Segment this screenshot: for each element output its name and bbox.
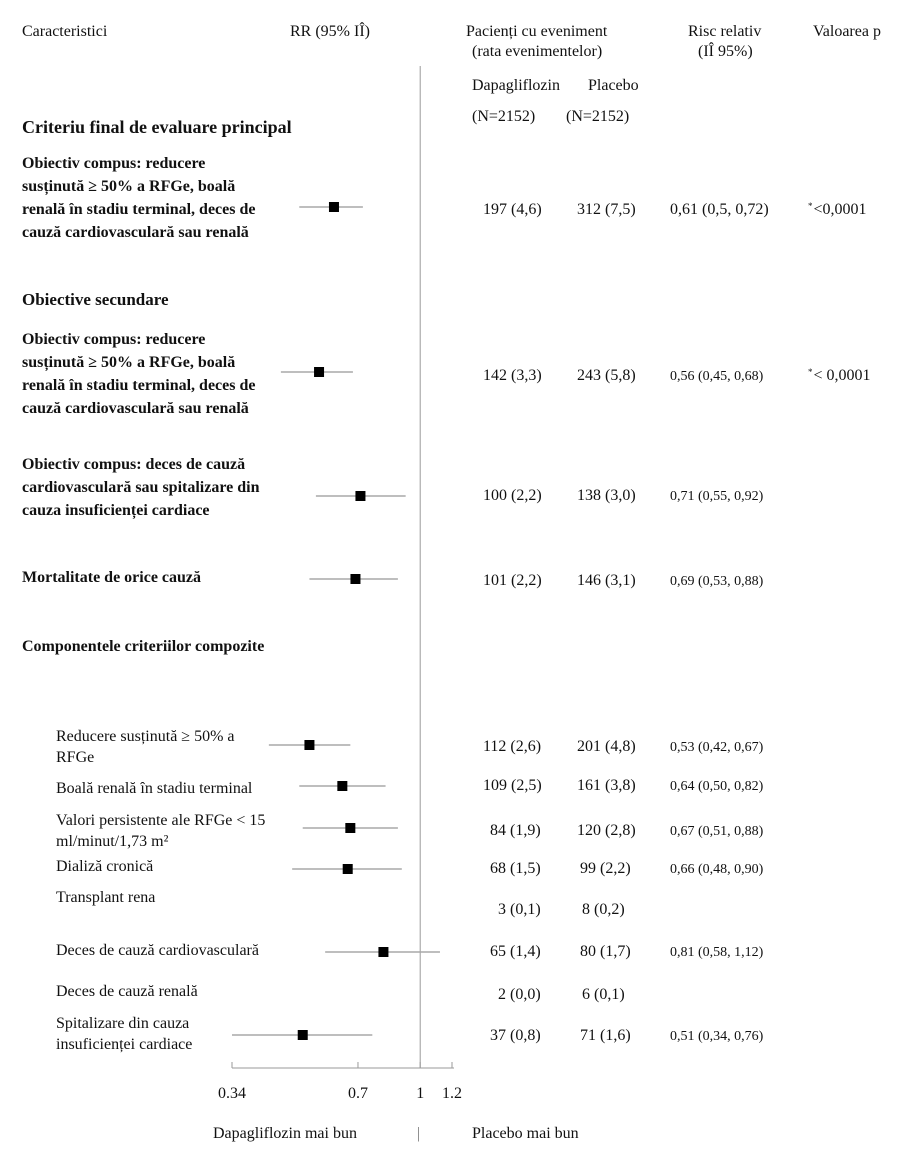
header-group-placebo: Placebo: [588, 77, 639, 94]
header-patients-line1: Pacienți cu eveniment: [466, 23, 608, 40]
placebo-count: 201 (4,8): [577, 738, 636, 755]
header-risk-line1: Risc relativ: [688, 23, 762, 40]
row-label-all-cause-mortality: Mortalitate de orice cauză: [22, 569, 202, 586]
placebo-count: 80 (1,7): [580, 943, 631, 960]
section-secondary: Obiective secundare: [22, 290, 169, 309]
header-risk-line2: (IÎ 95%): [698, 43, 753, 60]
placebo-count: 312 (7,5): [577, 201, 636, 218]
placebo-count: 99 (2,2): [580, 860, 631, 877]
row-label-egfr-decline: Reducere susținută ≥ 50% a RFGe: [56, 728, 235, 766]
row-label-eskd: Boală renală în stadiu terminal: [56, 780, 253, 797]
row-label-renal-death: Deces de cauză renală: [56, 983, 198, 1000]
placebo-count: 243 (5,8): [577, 367, 636, 384]
point-estimate-marker: [298, 1030, 308, 1040]
rr-value: 0,56 (0,45, 0,68): [670, 369, 764, 384]
row-label-secondary-composite: Obiectiv compus: reducere susținută ≥ 50% a RFGe, boală renală în stadiu terminal, deces de cauză cardiovasculară sau renală: [22, 331, 256, 417]
p-value: *<0,0001: [808, 201, 867, 218]
asterisk-marker: *: [808, 367, 813, 377]
placebo-count: 138 (3,0): [577, 487, 636, 504]
rr-value: 0,53 (0,42, 0,67): [670, 740, 764, 755]
dapa-count: 112 (2,6): [483, 738, 542, 755]
dapa-count: 84 (1,9): [490, 822, 541, 839]
dapa-count: 109 (2,5): [483, 777, 542, 794]
rr-value: 0,51 (0,34, 0,76): [670, 1029, 764, 1044]
dapa-count: 2 (0,0): [498, 986, 541, 1003]
footer-dapagliflozin-better: Dapagliflozin mai bun: [213, 1125, 357, 1142]
rr-value: 0,64 (0,50, 0,82): [670, 779, 764, 794]
dapa-count: 37 (0,8): [490, 1027, 541, 1044]
header-pvalue: Valoarea p: [813, 23, 881, 40]
point-estimate-marker: [355, 491, 365, 501]
x-tick-label: 1.2: [442, 1085, 462, 1102]
point-estimate-marker: [345, 823, 355, 833]
footer-separator: |: [417, 1125, 421, 1142]
point-estimate-marker: [329, 202, 339, 212]
rr-value: 0,69 (0,53, 0,88): [670, 574, 764, 589]
rr-value: 0,81 (0,58, 1,12): [670, 945, 764, 960]
dapa-count: 65 (1,4): [490, 943, 541, 960]
rr-value: 0,61 (0,5, 0,72): [670, 201, 769, 218]
point-estimate-marker: [343, 864, 353, 874]
placebo-count: 71 (1,6): [580, 1027, 631, 1044]
placebo-count: 6 (0,1): [582, 986, 625, 1003]
dapa-count: 100 (2,2): [483, 487, 542, 504]
point-estimate-marker: [378, 947, 388, 957]
dapa-count: 197 (4,6): [483, 201, 542, 218]
placebo-count: 161 (3,8): [577, 777, 636, 794]
row-label-cv-death: Deces de cauză cardiovasculară: [56, 942, 259, 959]
x-tick-label: 1: [416, 1085, 425, 1102]
rr-value: 0,67 (0,51, 0,88): [670, 824, 764, 839]
section-primary: Criteriu final de evaluare principal: [22, 117, 292, 137]
point-estimate-marker: [314, 367, 324, 377]
header-group-dapa: Dapagliflozin: [472, 77, 560, 94]
row-label-persistent-egfr: Valori persistente ale RFGe < 15 ml/minut/1,73 m²: [56, 812, 266, 850]
rr-value: 0,71 (0,55, 0,92): [670, 489, 764, 504]
footer-placebo-better: Placebo mai bun: [472, 1125, 579, 1142]
row-label-primary-composite: Obiectiv compus: reducere susținută ≥ 50% a RFGe, boală renală în stadiu terminal, deces de cauză cardiovasculară sau renală: [22, 155, 256, 241]
point-estimate-marker: [304, 740, 314, 750]
dapa-count: 101 (2,2): [483, 572, 542, 589]
header-rr-ci: RR (95% IÎ): [290, 23, 370, 40]
header-characteristics: Caracteristici: [22, 23, 108, 40]
placebo-count: 8 (0,2): [582, 901, 625, 918]
point-estimate-marker: [337, 781, 347, 791]
header-n-dapa: (N=2152): [472, 108, 536, 125]
row-label-hf-hospitalization: Spitalizare din cauza insuficienței cardiace: [56, 1015, 193, 1053]
dapa-count: 142 (3,3): [483, 367, 542, 384]
section-components: Componentele criteriilor compozite: [22, 638, 265, 655]
row-label-cv-hf-composite: Obiectiv compus: deces de cauză cardiovasculară sau spitalizare din cauza insuficienței cardiace: [22, 456, 260, 519]
header-n-placebo: (N=2152): [566, 108, 630, 125]
asterisk-marker: *: [808, 201, 813, 211]
row-label-chronic-dialysis: Dializă cronică: [56, 858, 154, 875]
x-tick-label: 0.7: [347, 1085, 368, 1102]
placebo-count: 146 (3,1): [577, 572, 636, 589]
x-tick-label: 0.34: [218, 1085, 246, 1102]
point-estimate-marker: [350, 574, 360, 584]
dapa-count: 68 (1,5): [490, 860, 541, 877]
p-value: *< 0,0001: [808, 367, 871, 384]
rr-value: 0,66 (0,48, 0,90): [670, 862, 764, 877]
placebo-count: 120 (2,8): [577, 822, 636, 839]
header-patients-line2: (rata evenimentelor): [472, 43, 603, 60]
dapa-count: 3 (0,1): [498, 901, 541, 918]
row-label-kidney-transplant: Transplant rena: [56, 889, 156, 906]
